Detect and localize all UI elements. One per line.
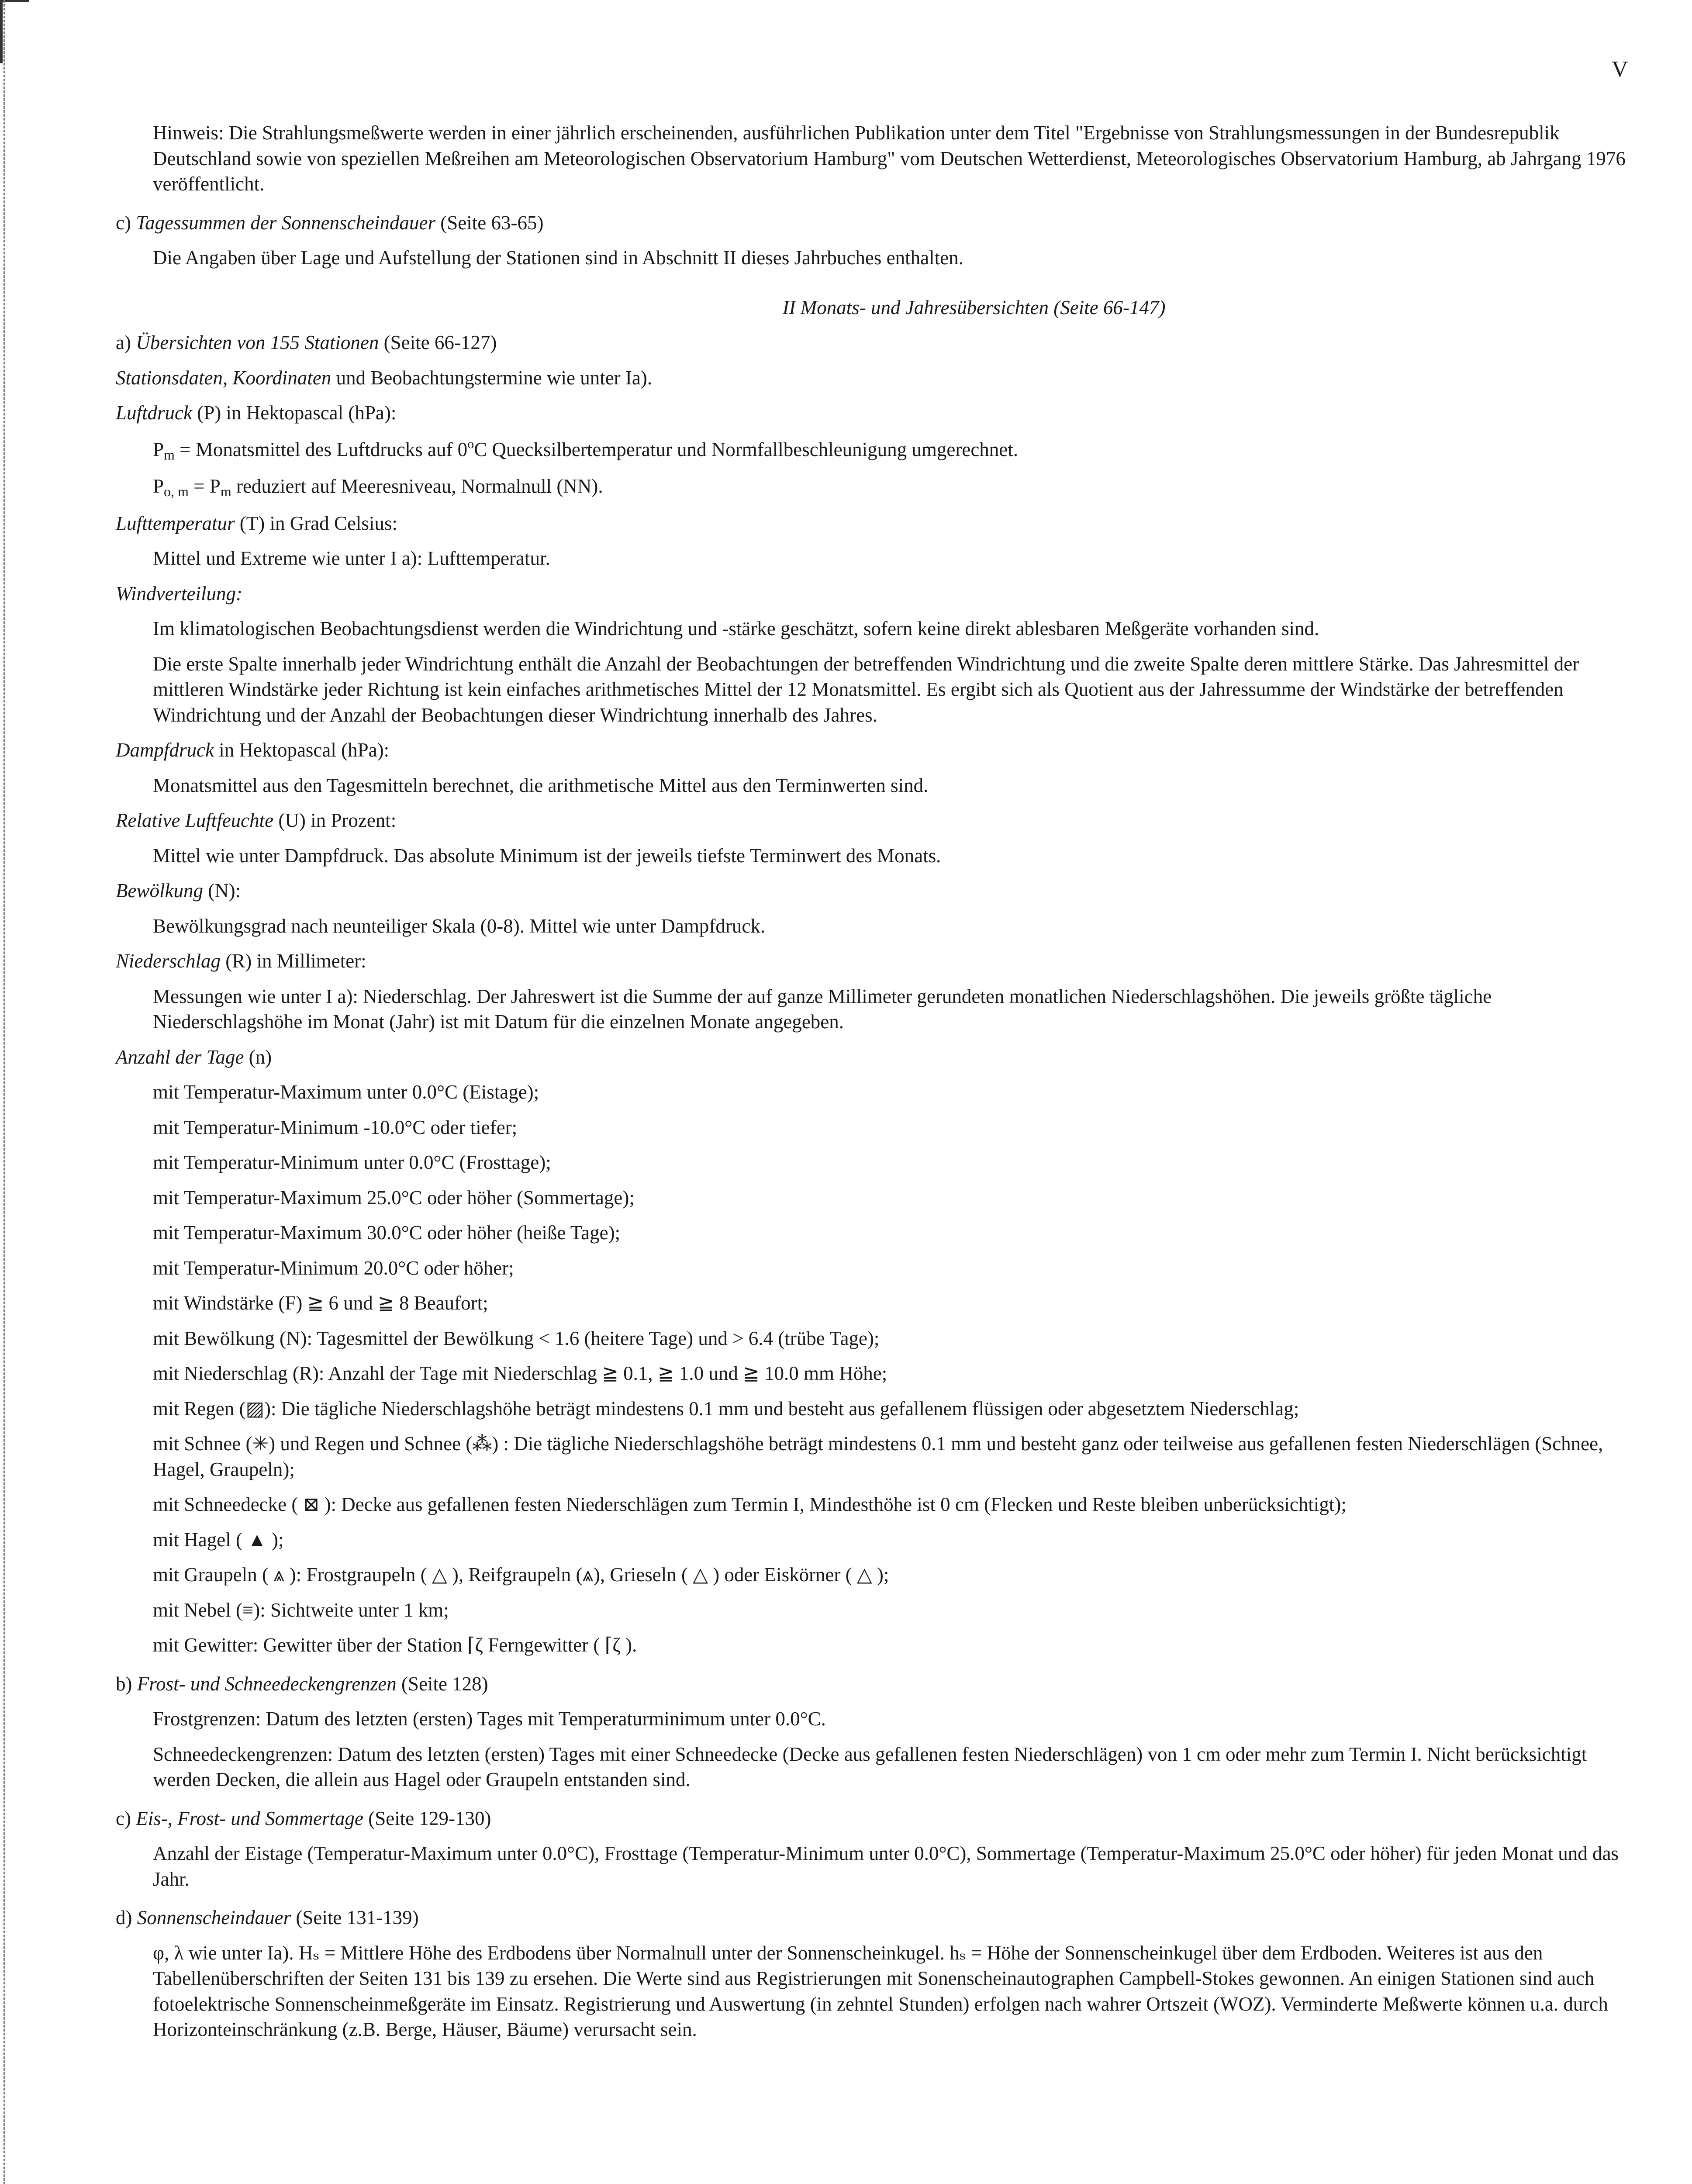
list-item: mit Schnee (✳) und Regen und Schnee (⁂) : Die tägliche Niederschlagshöhe beträgt mindestens 0.1 mm und besteht ganz oder teilweise aus gefallenen festen Niederschlägen (Schnee, Hagel, Graupeln); [153,1433,1603,1480]
scan-edge-line [3,0,7,2184]
list-item: mit Windstärke (F) ≧ 6 und ≧ 8 Beaufort; [153,1292,488,1314]
windverteilung-heading: Windverteilung: [116,582,242,605]
eistage-text: Anzahl der Eistage (Temperatur-Maximum unter 0.0°C), Frosttage (Temperatur-Minimum unter 0.0°C), Sommertage (Temperatur-Maximum 25.0°C oder höher) für jeden Monat und das Jahr. [153,1842,1619,1890]
list-item: mit Temperatur-Minimum unter 0.0°C (Frosttage); [153,1151,551,1174]
section-ii-title: II Monats- und Jahresübersichten (Seite 66-147) [782,296,1166,318]
frostgrenzen-text: Frostgrenzen: Datum des letzten (ersten) Tages mit Temperaturminimum unter 0.0°C. [153,1708,826,1730]
stationsdaten-line: Stationsdaten, Koordinaten und Beobachtungstermine wie unter Ia). [116,366,653,389]
list-item: mit Hagel ( ▲ ); [153,1528,284,1551]
lufttemperatur-heading: Lufttemperatur (T) in Grad Celsius: [116,512,397,534]
niederschlag-heading: Niederschlag (R) in Millimeter: [116,950,366,972]
list-item: mit Schneedecke ( ⊠ ): Decke aus gefallenen festen Niederschlägen zum Termin I, Mindesthöhe ist 0 cm (Flecken und Reste bleiben unberücksichtigt); [153,1493,1347,1516]
list-item: mit Temperatur-Maximum 30.0°C oder höher (heiße Tage); [153,1222,621,1244]
heading-b-frostgrenzen: b) Frost- und Schneedeckengrenzen (Seite 128) [116,1673,488,1695]
lufttemperatur-text: Mittel und Extreme wie unter I a): Lufttemperatur. [153,547,550,570]
sonnenscheindauer-text: φ, λ wie unter Ia). Hₛ = Mittlere Höhe des Erdbodens über Normalnull unter der Sonnenscheinkugel. hₛ = Höhe der Sonnenscheinkugel über dem Erdboden. Weiteres ist aus den Tabellenüberschriften der Seiten 131 bis 139 zu ersehen. Die Werte sind aus Registrierungen mit Sonenscheinautographen Campbell-Stokes gewonnen. An einigen Stationen sind auch fotoelektrische Sonnenscheinmeßgeräte im Einsatz. Registrierung und Auswertung (in zehntel Stunden) erfolgen nach wahrer Ortszeit (WOZ). Verminderte Meßwerte können u.a. durch Horizonteinschränkung (z.B. Berge, Häuser, Bäume) verursacht sein. [153,1942,1608,2041]
luftfeuchte-heading: Relative Luftfeuchte (U) in Prozent: [116,809,397,832]
luftdruck-heading: Luftdruck (P) in Hektopascal (hPa): [116,402,397,424]
dampfdruck-heading: Dampfdruck in Hektopascal (hPa): [116,739,390,761]
bewoelkung-heading: Bewölkung (N): [116,880,241,902]
windverteilung-text-1: Im klimatologischen Beobachtungsdienst werden die Windrichtung und -stärke geschätzt, sofern keine direkt ablesbaren Meßgeräte vorhanden sind. [153,618,1319,640]
list-item: mit Niederschlag (R): Anzahl der Tage mit Niederschlag ≧ 0.1, ≧ 1.0 und ≧ 10.0 mm Höhe; [153,1362,887,1385]
anzahl-tage-heading: Anzahl der Tage (n) [116,1046,272,1068]
list-item: mit Graupeln ( ⩓ ): Frostgraupeln ( △ ), Reifgraupeln (⩓), Grieseln ( △ ) oder Eiskörner ( △ ); [153,1564,889,1586]
heading-c-tagessummen: c) Tagessummen der Sonnenscheindauer (Seite 63-65) [116,211,544,234]
heading-a-uebersichten: a) Übersichten von 155 Stationen (Seite 66-127) [116,332,497,353]
luftfeuchte-text: Mittel wie unter Dampfdruck. Das absolute Minimum ist der jeweils tiefste Terminwert des Monats. [153,844,941,867]
heading-d-sonnenscheindauer: d) Sonnenscheindauer (Seite 131-139) [116,1907,419,1929]
list-item: mit Temperatur-Maximum unter 0.0°C (Eistage); [153,1081,539,1103]
bewoelkung-text: Bewölkungsgrad nach neunteiliger Skala (0-8). Mittel wie unter Dampfdruck. [153,915,766,937]
windverteilung-text-2: Die erste Spalte innerhalb jeder Windrichtung enthält die Anzahl der Beobachtungen der betreffenden Windrichtung und die zweite Spalte deren mittlere Stärke. Das Jahresmittel der mittleren Windstärke jeder Richtung ist kein einfaches arithmetisches Mittel der 12 Monatsmittel. Es ergibt sich als Quotient aus der Jahressumme der Windstärke der betreffenden Windrichtung und der Anzahl der Beobachtungen dieser Windrichtung innerhalb des Jahres. [153,653,1579,726]
schneedeckengrenzen-text: Schneedeckengrenzen: Datum des letzten (ersten) Tages mit einer Schneedecke (Decke aus gefallenen festen Niederschlägen) von 1 cm oder mehr zum Termin I. Nicht berücksichtigt werden Decken, die allein aus Hagel oder Graupeln entstanden sind. [153,1743,1587,1791]
document-body [116,120,1631,2042]
pm-definition: $P_m$ = Monatsmittel des Luftdrucks auf 0$^o$C Quecksilbertemperatur und Normfallbeschleunigung umgerechnet. [153,436,1019,463]
dampfdruck-text: Monatsmittel aus den Tagesmitteln berechnet, die arithmetische Mittel aus den Terminwerten sind. [153,774,929,796]
c-tagessummen-text: Die Angaben über Lage und Aufstellung der Stationen sind in Abschnitt II dieses Jahrbuches enthalten. [153,247,963,269]
anzahl-tage-list [116,1079,1631,1658]
list-item: mit Temperatur-Minimum -10.0°C oder tiefer; [153,1116,518,1138]
page-number: V [1612,57,1628,82]
hinweis-paragraph: Hinweis: Die Strahlungsmeßwerte werden in einer jährlich erscheinenden, ausführlichen Publikation unter dem Titel "Ergebnisse von Strahlungsmessungen in der Bundesrepublik Deutschland sowie von speziellen Meßreihen am Meteorologischen Observatorium Hamburg" vom Deutschen Wetterdienst, Meteorologisches Observatorium Hamburg, ab Jahrgang 1976 veröffentlicht. [153,122,1626,195]
niederschlag-text: Messungen wie unter I a): Niederschlag. Der Jahreswert ist die Summe der auf ganze Millimeter gerundeten monatlichen Niederschlagshöhen. Die jeweils größte tägliche Niederschlagshöhe im Monat (Jahr) ist mit Datum für die einzelnen Monate angegeben. [153,985,1492,1033]
pom-definition: $P_{o, m} = P_m$ reduziert auf Meeresniveau, Normalnull (NN). [153,475,603,500]
list-item: mit Regen (▨): Die tägliche Niederschlagshöhe beträgt mindestens 0.1 mm und besteht aus gefallenem flüssigen oder abgesetztem Niederschlag; [153,1397,1299,1420]
list-item: mit Bewölkung (N): Tagesmittel der Bewölkung < 1.6 (heitere Tage) und > 6.4 (trübe Tage); [153,1327,880,1349]
heading-c-eistage: c) Eis-, Frost- und Sommertage (Seite 129-130) [116,1807,491,1829]
list-item: mit Gewitter: Gewitter über der Station ⌈ζ Ferngewitter ( ⌈ζ ). [153,1634,637,1656]
list-item: mit Temperatur-Minimum 20.0°C oder höher; [153,1257,514,1279]
list-item: mit Temperatur-Maximum 25.0°C oder höher (Sommertage); [153,1186,635,1209]
list-item: mit Nebel (≡): Sichtweite unter 1 km; [153,1599,449,1621]
